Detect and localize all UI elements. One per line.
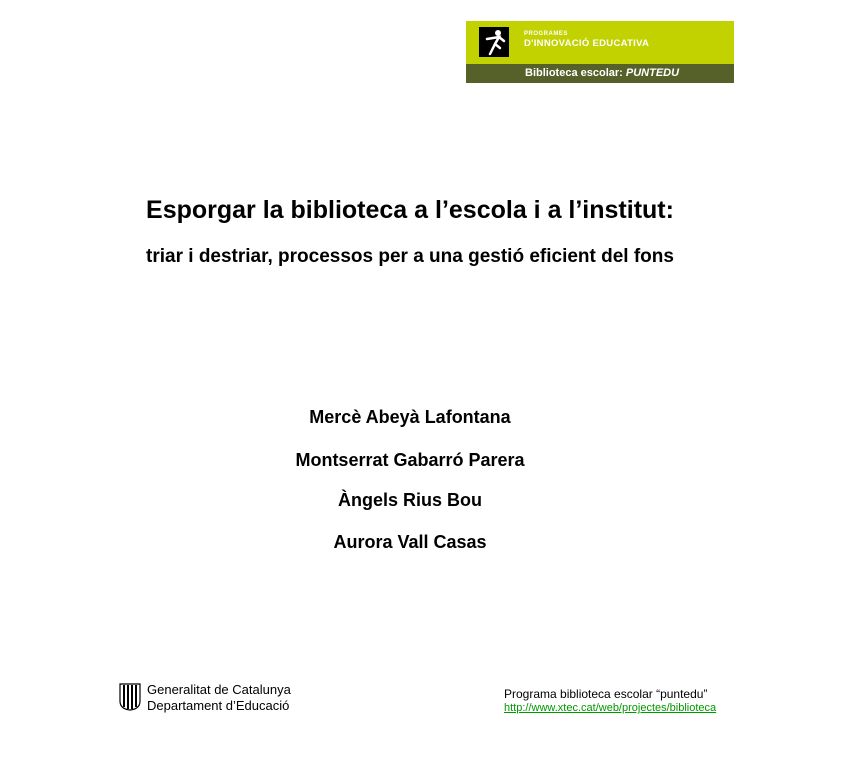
program-link[interactable]: http://www.xtec.cat/web/projectes/biblioteca	[504, 702, 717, 714]
document-subtitle: triar i destriar, processos per a una gestió eficient del fons	[146, 246, 674, 267]
department-name: Departament d’Educació	[147, 698, 290, 713]
banner-bottom-prefix: Biblioteca escolar:	[525, 67, 626, 79]
banner-bottom-text	[525, 67, 679, 79]
banner-bottom-em: PUNTEDU	[625, 67, 680, 79]
generalitat-logo-icon	[119, 683, 141, 711]
generalitat-text	[147, 682, 291, 714]
runner-logo-icon	[479, 27, 509, 57]
program-banner	[466, 21, 734, 83]
author-name: Montserrat Gabarró Parera	[295, 450, 525, 470]
program-name: Programa biblioteca escolar “puntedu”	[504, 687, 708, 701]
banner-big-text: D'INNOVACIÓ EDUCATIVA	[524, 38, 650, 49]
banner-top	[466, 21, 734, 63]
author-name: Mercè Abeyà Lafontana	[309, 407, 511, 427]
document-title: Esporgar la biblioteca a l’escola i a l’institut:	[146, 196, 674, 224]
banner-small-text: PROGRAMES	[524, 31, 568, 37]
banner-bottom	[466, 64, 734, 83]
generalitat-name: Generalitat de Catalunya	[147, 682, 291, 697]
author-name: Aurora Vall Casas	[333, 532, 487, 552]
author-name: Àngels Rius Bou	[337, 490, 482, 510]
